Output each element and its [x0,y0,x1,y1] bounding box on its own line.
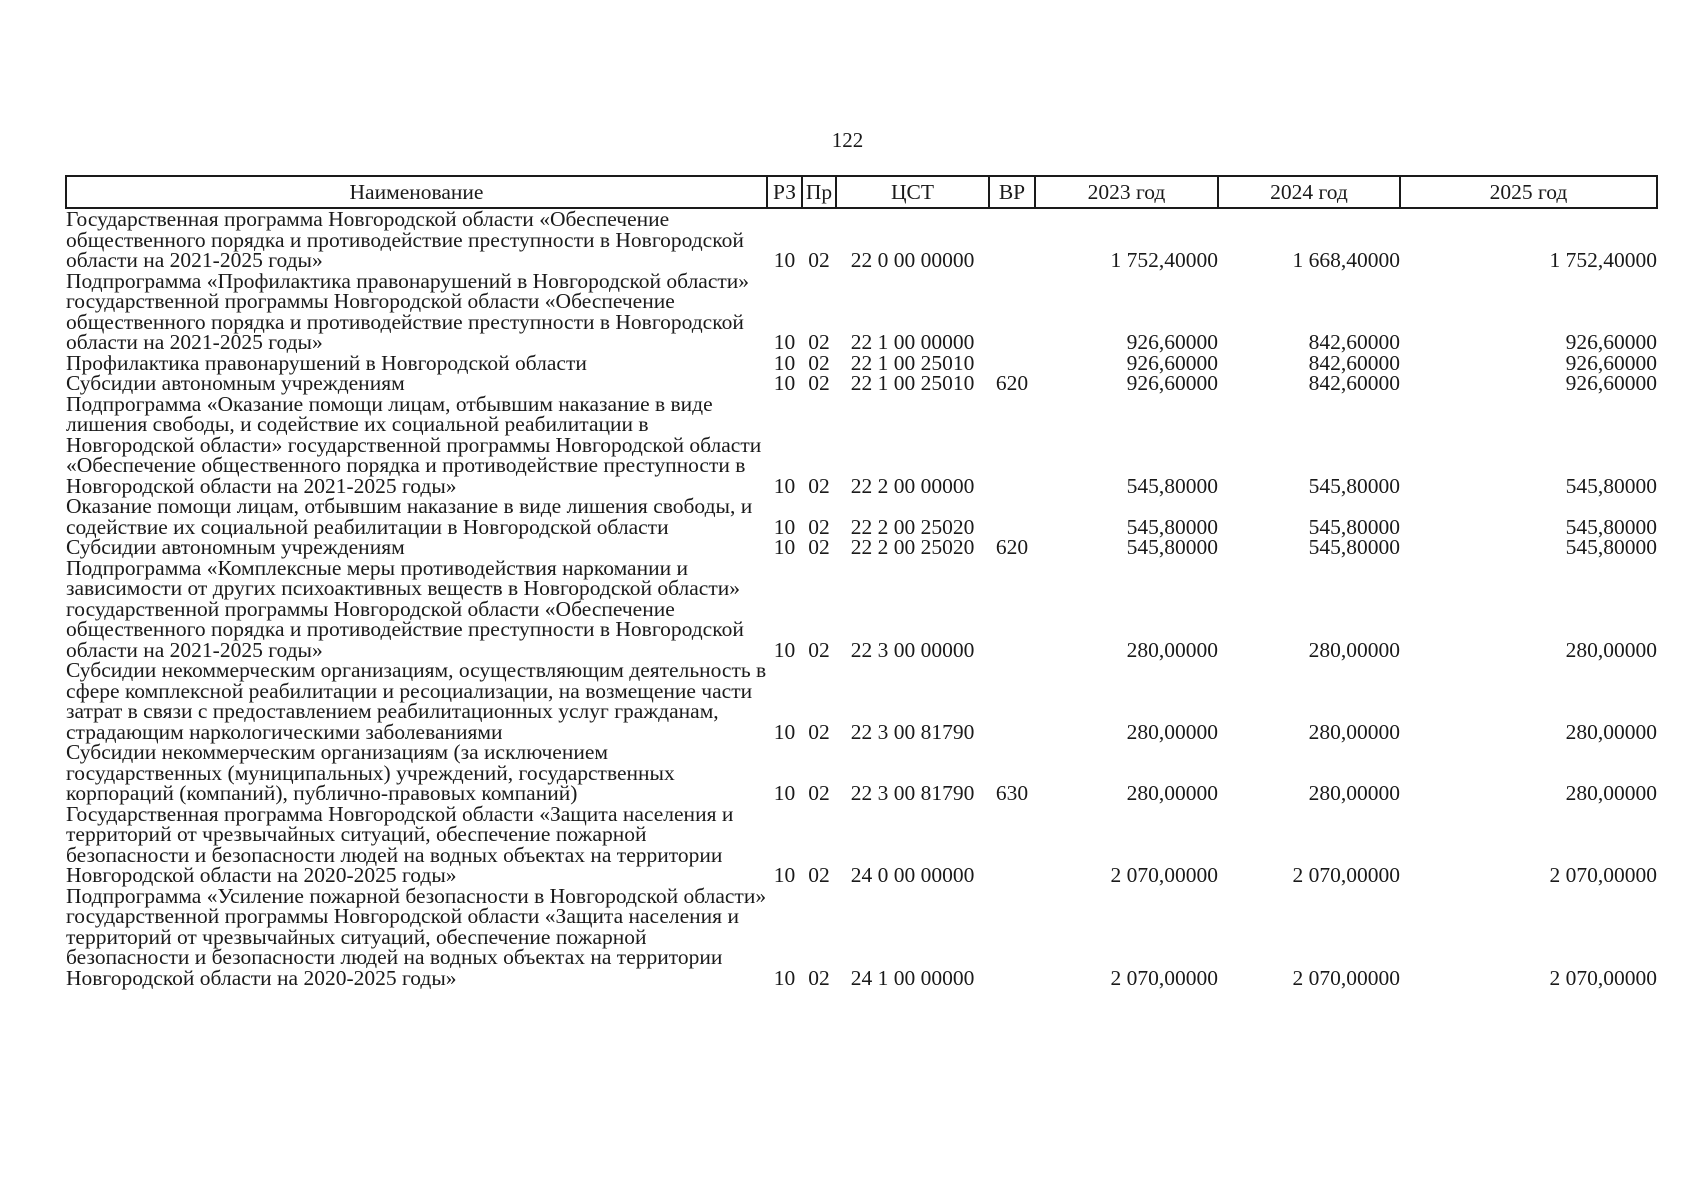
amount-2023-cell: 1 752,40000 [1110,248,1218,272]
amount-2025-cell: 926,60000 [1565,350,1657,375]
amount-2025-cell: 280,00000 [1565,719,1657,744]
column-header-cst: ЦСТ [836,176,989,208]
amount-2023-cell: 280,00000 [1126,719,1218,744]
amount-2023-cell: 545,80000 [1126,535,1218,559]
cst-cell: 24 0 00 00000 [850,863,975,887]
amount-2024-cell: 545,80000 [1308,473,1400,498]
header-row [66,176,1657,208]
page-number: 122 [831,128,864,152]
cst-cell: 24 1 00 00000 [850,965,975,990]
pr-cell: 02 [808,371,830,395]
amount-2025-cell: 280,00000 [1565,637,1657,662]
amount-2025-cell: 1 752,40000 [1549,248,1657,272]
rz-cell: 10 [773,350,796,375]
amount-2025-cell: 2 070,00000 [1549,863,1657,887]
amount-2025-cell: 926,60000 [1565,371,1657,395]
rz-cell: 10 [773,637,796,662]
table-row [66,271,1657,353]
pr-cell: 02 [808,863,830,887]
vr-cell [989,558,1035,661]
amount-2023-cell: 926,60000 [1126,350,1218,375]
row-name-cell: Субсидии автономным учреждениям [66,371,405,395]
vr-cell: 620 [995,535,1029,559]
cst-cell: 22 1 00 25010 [850,350,975,375]
pr-cell: 02 [808,514,830,539]
cst-cell: 22 1 00 00000 [850,330,975,354]
row-name-cell: Субсидии автономным учреждениям [66,535,405,559]
column-header-vr: ВР [989,176,1035,208]
amount-2023-cell: 926,60000 [1126,330,1218,354]
vr-cell [989,886,1035,989]
rz-cell: 10 [773,371,796,395]
amount-2024-cell: 545,80000 [1308,514,1400,539]
rz-cell: 10 [773,514,796,539]
row-name-cell: Подпрограмма «Оказание помощи лицам, отбывшим наказание в виде лишения свободы, и содействие их социальной реабилитации в Новгородской области» государственной программы Новгородской области «Обеспечение общественного порядка и противодействие преступности в Новгородской области на 2021-2025 годы» [66,391,762,498]
cst-cell: 22 1 00 25010 [850,371,975,395]
vr-cell [989,394,1035,497]
column-header-pr: Пр [802,176,836,208]
amount-2025-cell: 545,80000 [1565,535,1657,559]
pr-cell: 02 [808,330,830,354]
row-name-cell: Подпрограмма «Комплексные меры противодействия наркомании и зависимости от других психоактивных веществ в Новгородской области» государственной программы Новгородской области «Обеспечение общественного порядка и противодействие преступности в Новгородской области на 2021-2025 годы» [66,555,744,662]
cst-cell: 22 3 00 81790 [850,719,975,744]
table-header [66,176,1657,208]
rz-cell: 10 [773,781,796,805]
amount-2023-cell: 2 070,00000 [1110,965,1218,990]
vr-cell [989,271,1035,353]
amount-2025-cell: 545,80000 [1565,514,1657,539]
table-row [66,208,1657,271]
vr-cell: 620 [995,371,1029,395]
rz-cell: 10 [773,965,796,990]
pr-cell: 02 [808,473,830,498]
amount-2025-cell: 2 070,00000 [1549,965,1657,990]
rz-cell: 10 [773,330,796,354]
cst-cell: 22 0 00 00000 [850,248,975,272]
table-row [66,496,1657,537]
table-row [66,886,1657,989]
amount-2023-cell: 280,00000 [1126,781,1218,805]
amount-2023-cell: 2 070,00000 [1110,863,1218,887]
column-header-2023: 2023 год [1035,176,1218,208]
cst-cell: 22 2 00 25020 [850,514,975,539]
table-row [66,353,1657,374]
amount-2024-cell: 842,60000 [1308,371,1400,395]
rz-cell: 10 [773,535,796,559]
amount-2024-cell: 842,60000 [1308,350,1400,375]
row-name-cell: Профилактика правонарушений в Новгородской области [66,350,587,375]
cst-cell: 22 3 00 00000 [850,637,975,662]
pr-cell: 02 [808,350,830,375]
pr-cell: 02 [808,781,830,805]
amount-2024-cell: 842,60000 [1308,330,1400,354]
column-header-rz: РЗ [767,176,802,208]
amount-2025-cell: 280,00000 [1565,781,1657,805]
amount-2024-cell: 2 070,00000 [1292,863,1400,887]
table-row [66,373,1657,394]
pr-cell: 02 [808,965,830,990]
column-header-name: Наименование [66,176,767,208]
vr-cell [989,496,1035,537]
amount-2024-cell: 2 070,00000 [1292,965,1400,990]
column-header-2025: 2025 год [1400,176,1657,208]
amount-2024-cell: 280,00000 [1308,781,1400,805]
rz-cell: 10 [773,719,796,744]
budget-table [65,175,1658,988]
table-body [66,208,1657,988]
vr-cell [989,208,1035,271]
row-name-cell: Оказание помощи лицам, отбывшим наказание в виде лишения свободы, и содействие их социальной реабилитации в Новгородской области [66,494,753,539]
table-row [66,660,1657,742]
row-name-cell: Субсидии некоммерческим организациям (за исключением государственных (муниципальных) учреждений, государственных корпораций (компаний), публично-правовых компаний) [66,740,675,805]
row-name-cell: Подпрограмма «Усиление пожарной безопасности в Новгородской области» государственной программы Новгородской области «Защита населения и территорий от чрезвычайных ситуаций, обеспечение пожарной безопасности и безопасности людей на водных объектах на территории Новгородской области на 2020-2025 годы» [66,883,767,990]
table-row [66,804,1657,886]
cst-cell: 22 3 00 81790 [850,781,975,805]
pr-cell: 02 [808,248,830,272]
amount-2023-cell: 545,80000 [1126,473,1218,498]
rz-cell: 10 [773,863,796,887]
table-row [66,537,1657,558]
row-name-cell: Государственная программа Новгородской области «Обеспечение общественного порядка и противодействие преступности в Новгородской области на 2021-2025 годы» [66,207,744,272]
amount-2024-cell: 545,80000 [1308,535,1400,559]
row-name-cell: Государственная программа Новгородской области «Защита населения и территорий от чрезвычайных ситуаций, обеспечение пожарной безопасности и безопасности людей на водных объектах на территории Новгородской области на 2020-2025 годы» [66,801,734,887]
vr-cell: 630 [995,781,1029,805]
table-row [66,558,1657,661]
vr-cell [989,804,1035,886]
amount-2023-cell: 280,00000 [1126,637,1218,662]
table-row [66,742,1657,804]
amount-2023-cell: 545,80000 [1126,514,1218,539]
amount-2023-cell: 926,60000 [1126,371,1218,395]
column-header-2024: 2024 год [1218,176,1400,208]
table-row [66,394,1657,497]
cst-cell: 22 2 00 00000 [850,473,975,498]
pr-cell: 02 [808,535,830,559]
row-name-cell: Подпрограмма «Профилактика правонарушений в Новгородской области» государственной программы Новгородской области «Обеспечение общественного порядка и противодействие преступности в Новгородской области на 2021-2025 годы» [66,268,750,354]
amount-2024-cell: 280,00000 [1308,719,1400,744]
pr-cell: 02 [808,637,830,662]
amount-2024-cell: 280,00000 [1308,637,1400,662]
amount-2025-cell: 926,60000 [1565,330,1657,354]
amount-2024-cell: 1 668,40000 [1292,248,1400,272]
amount-2025-cell: 545,80000 [1565,473,1657,498]
row-name-cell: Субсидии некоммерческим организациям, осуществляющим деятельность в сфере комплексной реабилитации и ресоциализации, на возмещение части затрат в связи с предоставлением реабилитационных услуг гражданам, страдающим наркологическими заболеваниями [66,658,767,744]
pr-cell: 02 [808,719,830,744]
rz-cell: 10 [773,248,796,272]
vr-cell [989,353,1035,374]
cst-cell: 22 2 00 25020 [850,535,975,559]
vr-cell [989,660,1035,742]
rz-cell: 10 [773,473,796,498]
